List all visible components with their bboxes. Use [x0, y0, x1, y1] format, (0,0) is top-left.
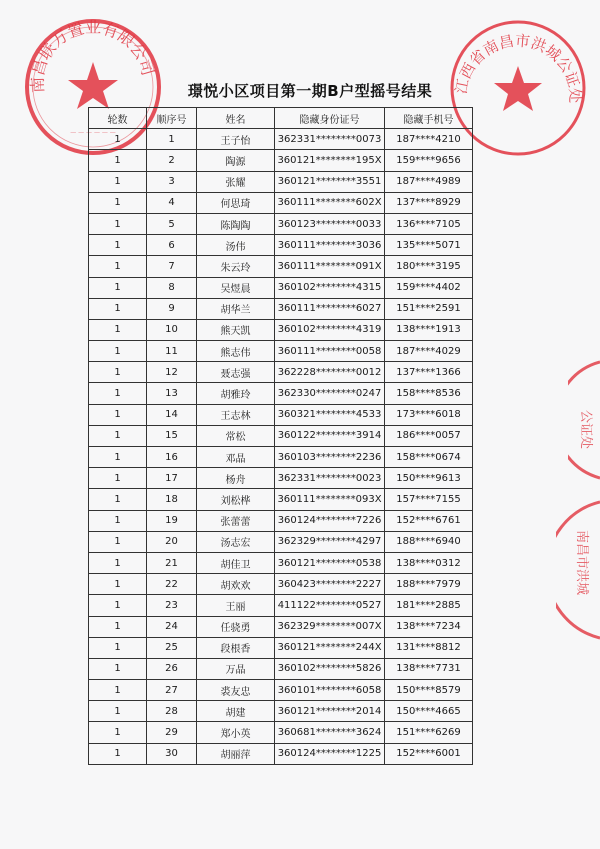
cell-sequence: 10	[147, 319, 197, 340]
cell-phone: 158****8536	[385, 383, 473, 404]
cell-phone: 138****1913	[385, 319, 473, 340]
edge-seal-top-text: 公证处	[578, 410, 593, 450]
cell-round: 1	[89, 680, 147, 701]
cell-sequence: 15	[147, 425, 197, 446]
cell-sequence: 9	[147, 298, 197, 319]
cell-name: 陶源	[197, 150, 275, 171]
table-row	[89, 129, 473, 150]
cell-round: 1	[89, 298, 147, 319]
table-row	[89, 425, 473, 446]
cell-name: 杨舟	[197, 468, 275, 489]
cell-round: 1	[89, 171, 147, 192]
edge-seal-top	[568, 360, 600, 480]
cell-sequence: 17	[147, 468, 197, 489]
table-row	[89, 192, 473, 213]
cell-phone: 151****6269	[385, 722, 473, 743]
cell-id: 362331********0073	[275, 129, 385, 150]
cell-name: 王丽	[197, 595, 275, 616]
table-row	[89, 552, 473, 573]
cell-id: 362331********0023	[275, 468, 385, 489]
cell-id: 360423********2227	[275, 574, 385, 595]
cell-id: 362329********4297	[275, 531, 385, 552]
page-title: 璟悦小区项目第一期B户型摇号结果	[187, 82, 433, 100]
cell-name: 胡欢欢	[197, 574, 275, 595]
notary-seal-text: 江西省南昌市洪城公证处	[451, 31, 585, 104]
cell-sequence: 25	[147, 637, 197, 658]
cell-id: 360111********602X	[275, 192, 385, 213]
col-header-id: 隐藏身份证号	[275, 108, 385, 129]
cell-name: 刘松桦	[197, 489, 275, 510]
cell-round: 1	[89, 510, 147, 531]
cell-sequence: 6	[147, 235, 197, 256]
cell-name: 王子怡	[197, 129, 275, 150]
table-row	[89, 277, 473, 298]
cell-round: 1	[89, 658, 147, 679]
cell-id: 360321********4533	[275, 404, 385, 425]
cell-name: 汤志宏	[197, 531, 275, 552]
company-seal-text: 南昌联万置业有限公司	[27, 17, 158, 94]
cell-sequence: 26	[147, 658, 197, 679]
cell-sequence: 2	[147, 150, 197, 171]
cell-phone: 151****2591	[385, 298, 473, 319]
cell-phone: 180****3195	[385, 256, 473, 277]
cell-phone: 137****8929	[385, 192, 473, 213]
cell-sequence: 7	[147, 256, 197, 277]
cell-id: 360123********0033	[275, 213, 385, 234]
cell-name: 任骁勇	[197, 616, 275, 637]
table-header-row	[89, 108, 473, 129]
cell-round: 1	[89, 637, 147, 658]
table-row	[89, 510, 473, 531]
cell-round: 1	[89, 595, 147, 616]
cell-sequence: 18	[147, 489, 197, 510]
table-row	[89, 595, 473, 616]
cell-id: 360111********091X	[275, 256, 385, 277]
cell-phone: 187****4029	[385, 341, 473, 362]
cell-id: 360111********0058	[275, 341, 385, 362]
cell-round: 1	[89, 425, 147, 446]
table-row	[89, 531, 473, 552]
cell-round: 1	[89, 552, 147, 573]
cell-name: 聂志强	[197, 362, 275, 383]
cell-name: 段根香	[197, 637, 275, 658]
cell-sequence: 22	[147, 574, 197, 595]
cell-sequence: 12	[147, 362, 197, 383]
col-header-round: 轮数	[89, 108, 147, 129]
cell-sequence: 8	[147, 277, 197, 298]
cell-phone: 138****0312	[385, 552, 473, 573]
cell-name: 郑小英	[197, 722, 275, 743]
table-row	[89, 256, 473, 277]
cell-sequence: 24	[147, 616, 197, 637]
cell-phone: 135****5071	[385, 235, 473, 256]
cell-round: 1	[89, 150, 147, 171]
cell-sequence: 20	[147, 531, 197, 552]
cell-name: 王志林	[197, 404, 275, 425]
cell-round: 1	[89, 404, 147, 425]
cell-sequence: 3	[147, 171, 197, 192]
cell-id: 362228********0012	[275, 362, 385, 383]
table-row	[89, 298, 473, 319]
cell-name: 邓晶	[197, 447, 275, 468]
cell-name: 熊志伟	[197, 341, 275, 362]
table-row	[89, 447, 473, 468]
cell-id: 362330********0247	[275, 383, 385, 404]
cell-name: 吴煜晨	[197, 277, 275, 298]
cell-phone: 159****9656	[385, 150, 473, 171]
table-row	[89, 680, 473, 701]
table-row	[89, 362, 473, 383]
cell-id: 360121********195X	[275, 150, 385, 171]
cell-phone: 157****7155	[385, 489, 473, 510]
cell-name: 张耀	[197, 171, 275, 192]
cell-sequence: 16	[147, 447, 197, 468]
cell-phone: 150****9613	[385, 468, 473, 489]
lottery-result-table	[88, 107, 473, 765]
cell-id: 360102********4315	[275, 277, 385, 298]
cell-phone: 188****7979	[385, 574, 473, 595]
table-row	[89, 319, 473, 340]
cell-name: 常松	[197, 425, 275, 446]
cell-name: 何思琦	[197, 192, 275, 213]
cell-phone: 150****8579	[385, 680, 473, 701]
cell-phone: 152****6001	[385, 743, 473, 764]
cell-round: 1	[89, 701, 147, 722]
cell-phone: 187****4210	[385, 129, 473, 150]
cell-phone: 187****4989	[385, 171, 473, 192]
table-row	[89, 213, 473, 234]
table-row	[89, 468, 473, 489]
cell-round: 1	[89, 616, 147, 637]
cell-phone: 188****6940	[385, 531, 473, 552]
cell-id: 360122********3914	[275, 425, 385, 446]
cell-name: 熊天凯	[197, 319, 275, 340]
table-row	[89, 658, 473, 679]
table-row	[89, 383, 473, 404]
cell-sequence: 1	[147, 129, 197, 150]
cell-round: 1	[89, 362, 147, 383]
cell-id: 360103********2236	[275, 447, 385, 468]
cell-name: 张蕾蕾	[197, 510, 275, 531]
table-row	[89, 722, 473, 743]
cell-round: 1	[89, 489, 147, 510]
table-row	[89, 701, 473, 722]
cell-id: 360681********3624	[275, 722, 385, 743]
cell-name: 裘友忠	[197, 680, 275, 701]
cell-round: 1	[89, 447, 147, 468]
cell-sequence: 5	[147, 213, 197, 234]
cell-name: 胡丽萍	[197, 743, 275, 764]
cell-name: 胡华兰	[197, 298, 275, 319]
cell-sequence: 4	[147, 192, 197, 213]
edge-seal-bottom-text: 南昌市洪城	[574, 530, 589, 596]
cell-round: 1	[89, 468, 147, 489]
cell-phone: 158****0674	[385, 447, 473, 468]
cell-phone: 136****7105	[385, 213, 473, 234]
cell-name: 胡雅玲	[197, 383, 275, 404]
cell-name: 汤伟	[197, 235, 275, 256]
cell-id: 360111********3036	[275, 235, 385, 256]
cell-phone: 138****7234	[385, 616, 473, 637]
cell-round: 1	[89, 277, 147, 298]
cell-sequence: 19	[147, 510, 197, 531]
cell-id: 360124********1225	[275, 743, 385, 764]
cell-round: 1	[89, 192, 147, 213]
cell-id: 360121********244X	[275, 637, 385, 658]
cell-sequence: 28	[147, 701, 197, 722]
cell-name: 胡佳卫	[197, 552, 275, 573]
svg-text:— — — — — —: — — — — — —	[70, 129, 116, 136]
cell-phone: 138****7731	[385, 658, 473, 679]
cell-id: 362329********007X	[275, 616, 385, 637]
table-row	[89, 404, 473, 425]
cell-phone: 150****4665	[385, 701, 473, 722]
cell-round: 1	[89, 574, 147, 595]
table-row	[89, 171, 473, 192]
cell-id: 360121********0538	[275, 552, 385, 573]
cell-phone: 181****2885	[385, 595, 473, 616]
cell-id: 360111********093X	[275, 489, 385, 510]
table-row	[89, 574, 473, 595]
table-row	[89, 616, 473, 637]
table-row	[89, 341, 473, 362]
cell-id: 360101********6058	[275, 680, 385, 701]
cell-round: 1	[89, 213, 147, 234]
cell-id: 360121********3551	[275, 171, 385, 192]
table-row	[89, 150, 473, 171]
cell-round: 1	[89, 319, 147, 340]
cell-round: 1	[89, 531, 147, 552]
cell-round: 1	[89, 743, 147, 764]
table-row	[89, 743, 473, 764]
cell-name: 陈陶陶	[197, 213, 275, 234]
cell-sequence: 13	[147, 383, 197, 404]
cell-id: 360102********5826	[275, 658, 385, 679]
cell-round: 1	[89, 256, 147, 277]
table-row	[89, 637, 473, 658]
cell-phone: 159****4402	[385, 277, 473, 298]
cell-id: 411122********0527	[275, 595, 385, 616]
cell-name: 万晶	[197, 658, 275, 679]
cell-round: 1	[89, 383, 147, 404]
cell-phone: 173****6018	[385, 404, 473, 425]
cell-name: 胡建	[197, 701, 275, 722]
col-header-sequence: 顺序号	[147, 108, 197, 129]
cell-id: 360124********7226	[275, 510, 385, 531]
cell-sequence: 27	[147, 680, 197, 701]
cell-sequence: 30	[147, 743, 197, 764]
cell-phone: 152****6761	[385, 510, 473, 531]
cell-sequence: 23	[147, 595, 197, 616]
cell-id: 360121********2014	[275, 701, 385, 722]
edge-seal-bottom	[556, 500, 600, 640]
table-row	[89, 489, 473, 510]
cell-id: 360102********4319	[275, 319, 385, 340]
cell-round: 1	[89, 722, 147, 743]
table-row	[89, 235, 473, 256]
col-header-name: 姓名	[197, 108, 275, 129]
cell-phone: 137****1366	[385, 362, 473, 383]
cell-round: 1	[89, 341, 147, 362]
cell-id: 360111********6027	[275, 298, 385, 319]
cell-round: 1	[89, 129, 147, 150]
cell-sequence: 11	[147, 341, 197, 362]
cell-sequence: 14	[147, 404, 197, 425]
cell-phone: 186****0057	[385, 425, 473, 446]
col-header-phone: 隐藏手机号	[385, 108, 473, 129]
cell-sequence: 21	[147, 552, 197, 573]
cell-name: 朱云玲	[197, 256, 275, 277]
cell-round: 1	[89, 235, 147, 256]
cell-phone: 131****8812	[385, 637, 473, 658]
cell-sequence: 29	[147, 722, 197, 743]
